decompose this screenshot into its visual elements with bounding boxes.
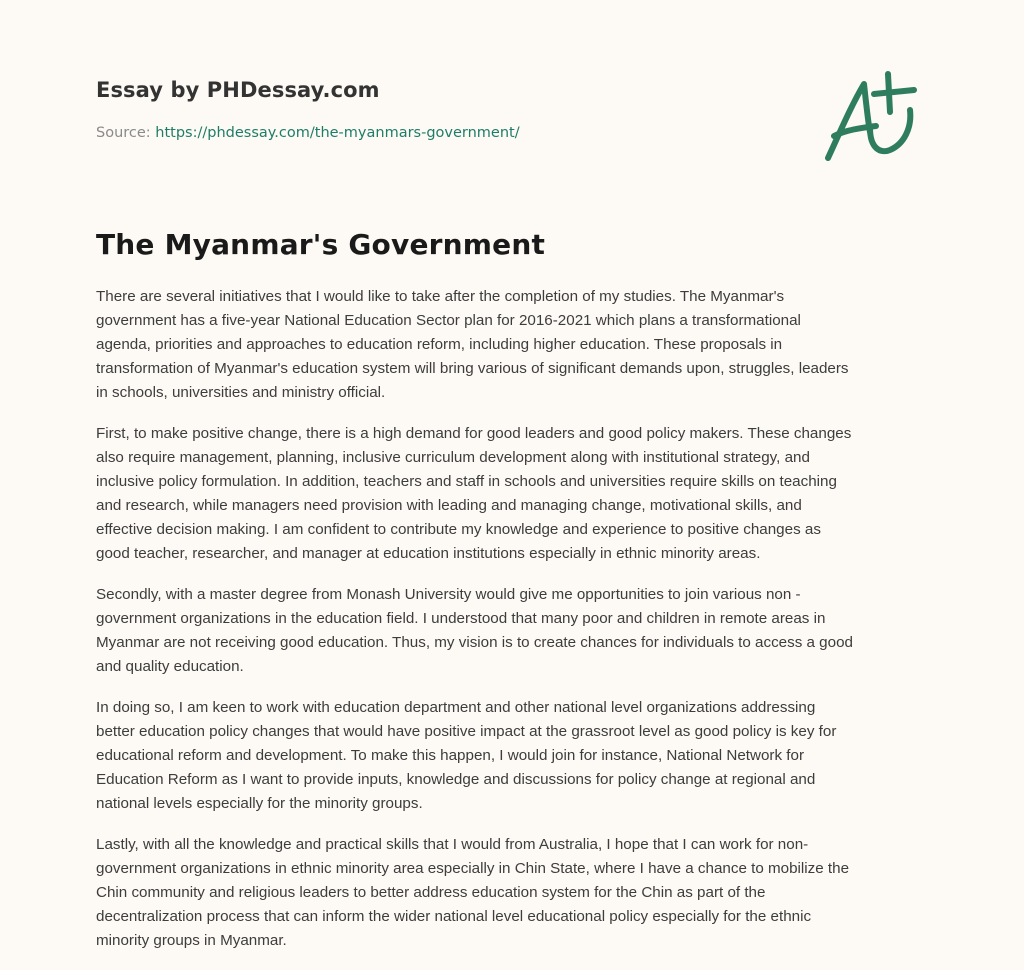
source-line (96, 123, 520, 143)
text-line: better education policy changes that would have positive impact at the grassroot level as good policy is key for (96, 723, 837, 740)
text-line: also require management, planning, inclusive curriculum development along with institutional strategy, and (96, 449, 810, 466)
text-line: decentralization process that can inform the wider national level educational policy especially for the ethnic (96, 908, 812, 925)
text-line: transformation of Myanmar's education system will bring various of significant demands upon, struggles, leaders (96, 360, 849, 377)
source-label: Source: (96, 125, 151, 141)
text-line: government organizations in the education field. I understood that many poor and children in remote areas in (96, 610, 826, 627)
text-line: educational reform and development. To make this happen, I would join for instance, National Network for (96, 747, 805, 764)
text-line: minority groups in Myanmar. (96, 932, 287, 949)
essay-paragraph-2 (96, 422, 936, 566)
text-line: and research, while managers need provision with leading and managing change, motivational skills, and (96, 497, 802, 514)
text-line: government organizations in ethnic minority area especially in Chin State, where I have a chance to mobilize the (96, 860, 850, 877)
text-line: effective decision making. I am confident to contribute my knowledge and experience to positive changes as (96, 521, 821, 538)
essay-title: The Myanmar's Government (96, 228, 546, 261)
page-header (96, 76, 520, 143)
source-link[interactable]: https://phdessay.com/the-myanmars-government/ (155, 125, 520, 141)
essay-paragraph-5 (96, 833, 936, 953)
text-line: Myanmar are not receiving good education. Thus, my vision is to create chances for individuals to access a good (96, 634, 853, 651)
text-line: Education Reform as I want to provide inputs, knowledge and discussions for policy change at regional and (96, 771, 816, 788)
essay-paragraph-4 (96, 696, 936, 816)
essay-paragraph-1 (96, 285, 936, 405)
text-line: good teacher, researcher, and manager at education institutions especially in ethnic minority areas. (96, 545, 761, 562)
text-line: Lastly, with all the knowledge and practical skills that I would from Australia, I hope that I can work for non- (96, 836, 809, 853)
text-line: Chin community and religious leaders to better address education system for the Chin as part of the (96, 884, 766, 901)
text-line: and quality education. (96, 658, 244, 675)
brand-title: Essay by PHDessay.com (96, 78, 380, 102)
text-line: First, to make positive change, there is a high demand for good leaders and good policy makers. These changes (96, 425, 852, 442)
text-line: Secondly, with a master degree from Monash University would give me opportunities to join various non - (96, 586, 801, 603)
text-line: In doing so, I am keen to work with education department and other national level organizations addressing (96, 699, 816, 716)
text-line: inclusive policy formulation. In addition, teachers and staff in schools and universities require skills on teaching (96, 473, 837, 490)
text-line: in schools, universities and ministry official. (96, 384, 386, 401)
text-line: government has a five-year National Education Sector plan for 2016-2021 which plans a transformational (96, 312, 801, 329)
text-line: agenda, priorities and approaches to education reform, including higher education. These proposals in (96, 336, 783, 353)
text-line: There are several initiatives that I would like to take after the completion of my studies. The Myanmar's (96, 288, 785, 305)
essay-body (96, 285, 936, 970)
a-plus-grade-icon (818, 62, 938, 172)
essay-paragraph-3 (96, 583, 936, 679)
text-line: national levels especially for the minority groups. (96, 795, 423, 812)
